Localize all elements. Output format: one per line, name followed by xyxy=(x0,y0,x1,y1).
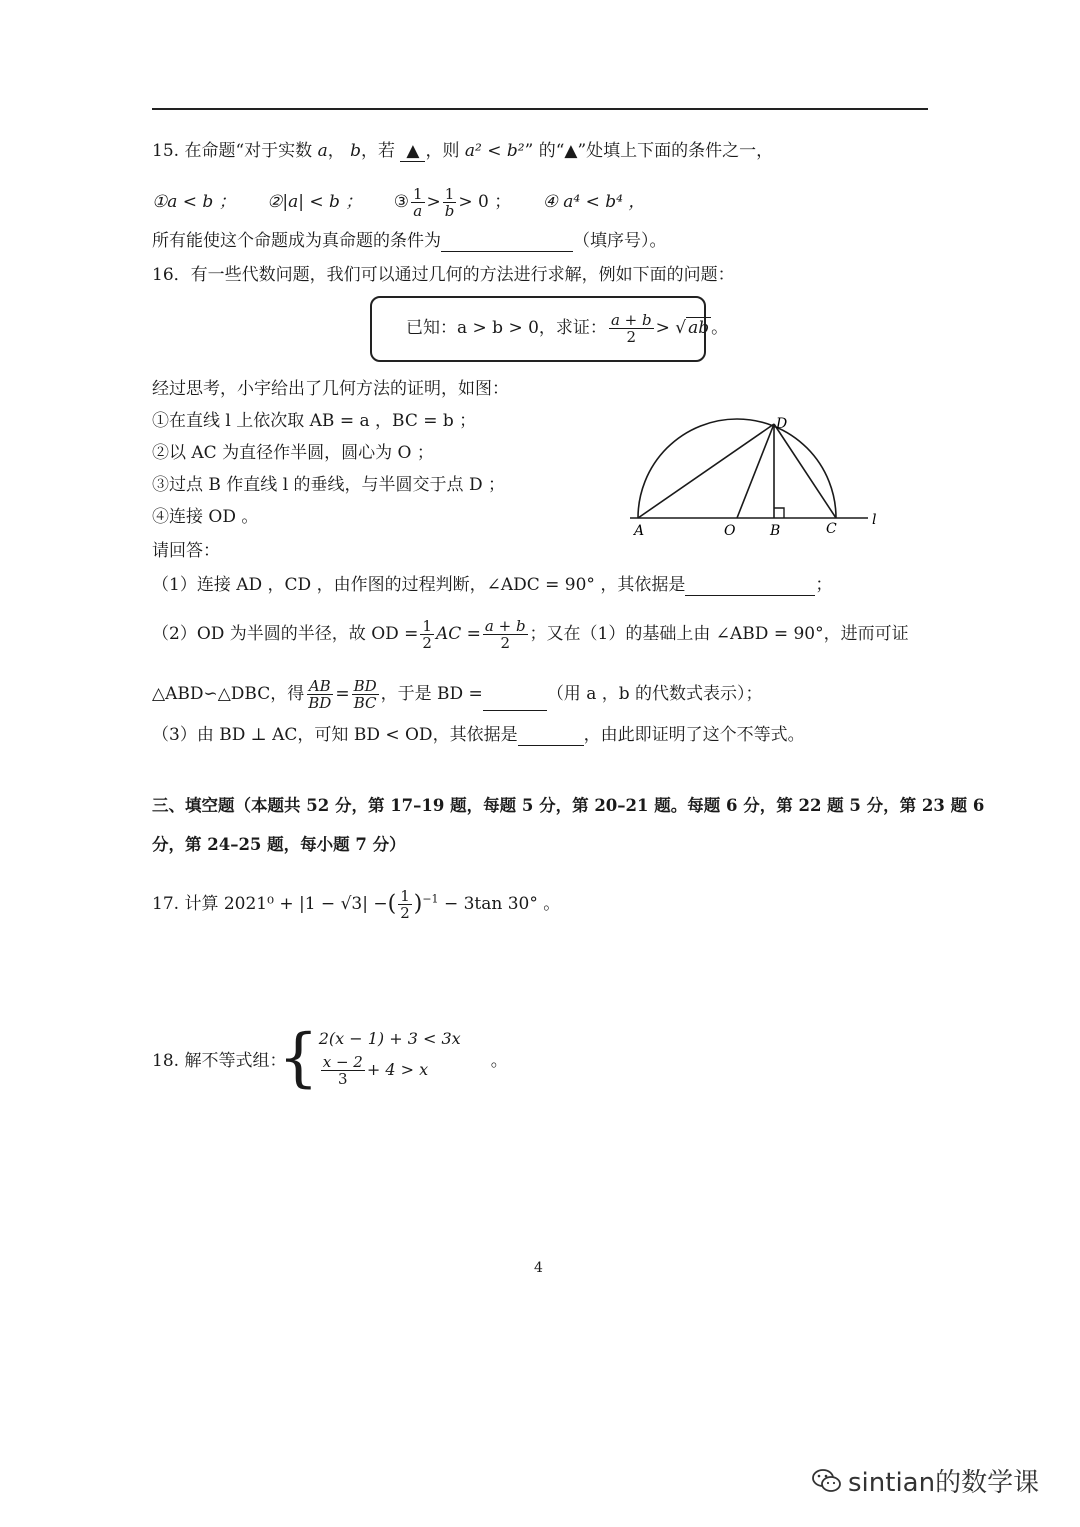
q15-blank[interactable]: ▲ xyxy=(400,141,425,162)
label-A: A xyxy=(634,523,645,539)
q16-step-2: ②以 AC 为直径作半圆，圆心为 O ； xyxy=(152,443,434,463)
q15-line3: 所有能使这个命题成为真命题的条件为 （填序号）。 xyxy=(152,231,667,251)
q16-part-1: （1）连接 AD ，CD ，由作图的过程判断，∠ADC = 90° ，其依据是 ； xyxy=(152,575,833,595)
fraction: $\frac{1}{2}$ xyxy=(422,617,432,652)
section3-heading-line1: 三、填空题（本题共 52 分，第 17–19 题，每题 5 分，第 20–21 题。每题 6 分，第 22 题 5 分，第 23 题 6 xyxy=(152,796,985,815)
q16-step-1: ①在直线 l 上依次取 AB = a ，BC = b ； xyxy=(152,411,477,431)
page-number: 4 xyxy=(534,1260,543,1276)
q16-part3-blank[interactable] xyxy=(518,727,584,746)
q16-part-3: （3）由 BD ⊥ AC，可知 BD < OD，其依据是 ，由此即证明了这个不等式。 xyxy=(152,725,805,745)
segment-AD xyxy=(638,424,774,518)
q18-equation-1: 2(x − 1) + 3 < 3x xyxy=(318,1029,461,1048)
q18-label: 18. 解不等式组： xyxy=(152,1051,287,1071)
q16-step-4: ④连接 OD 。 xyxy=(152,507,259,527)
q15-line1: 15. 在命题“对于实数 a， b，若 ▲ ，则 a² < b²” 的“▲”处填上下面的条件之一， xyxy=(152,141,774,161)
label-D: D xyxy=(776,416,788,432)
fraction: $\frac{BD}{BC}$ xyxy=(353,677,377,712)
semicircle-figure xyxy=(620,410,890,540)
fraction: $\frac{AB}{BD}$ xyxy=(308,677,332,712)
q17: 17. 计算 2021⁰ + |1 − √3| −( $\frac{1}{2}$ )$^{-1}$ − 3tan 30° 。 xyxy=(152,887,561,922)
q16-intro: 经过思考，小宇给出了几何方法的证明，如图： xyxy=(152,379,509,399)
label-B: B xyxy=(770,523,781,539)
q16-part1-blank[interactable] xyxy=(685,577,815,596)
semicircle-arc xyxy=(638,419,836,518)
q16-answer-prompt: 请回答： xyxy=(152,541,220,561)
q15-options xyxy=(152,186,645,219)
q18-system: { 2(x − 1) + 3 < 3x $\frac{x - 2}{3}$ + 4 > x 。 xyxy=(278,1021,508,1095)
segment-CD xyxy=(774,424,836,518)
fraction: $\frac{a + b}{2}$ xyxy=(610,311,652,346)
section3-heading-line2: 分，第 24–25 题，每小题 7 分） xyxy=(152,835,406,854)
q16-problem-box: 已知：a > b > 0，求证： $\frac{a + b}{2}$ > √ ab 。 xyxy=(370,296,706,362)
q15-option-3: ③ $\frac{1}{a}$ > $\frac{1}{b}$ > 0 ； xyxy=(393,185,512,220)
label-l: l xyxy=(872,512,877,528)
segment-OD xyxy=(737,424,774,518)
wechat-icon xyxy=(812,1468,842,1494)
header-rule xyxy=(152,108,928,110)
fraction: $\frac{1}{2}$ xyxy=(400,887,410,922)
label-C: C xyxy=(826,521,837,537)
right-angle-mark xyxy=(774,508,784,518)
q15-option-2: ②|a| < b ； xyxy=(267,192,363,212)
q15-answer-blank[interactable] xyxy=(441,233,573,252)
fraction: $\frac{a + b}{2}$ xyxy=(484,617,526,652)
q18-equation-2: $\frac{x - 2}{3}$ + 4 > x xyxy=(322,1053,429,1088)
q15-option-1: ①a < b ； xyxy=(152,192,236,212)
q16-part2-blank[interactable] xyxy=(483,692,547,711)
system-brace: { xyxy=(278,1021,319,1095)
fraction: $\frac{1}{a}$ xyxy=(412,185,423,220)
watermark: sintian的数学课 xyxy=(812,1462,1039,1499)
q16-step-3: ③过点 B 作直线 l 的垂线，与半圆交于点 D ； xyxy=(152,475,505,495)
q16-part-2b: △ABD∽△DBC，得 $\frac{AB}{BD}$ = $\frac{BD}{BC}$ ，于是 BD = （用 a ，b 的代数式表示）； xyxy=(152,677,763,712)
label-O: O xyxy=(724,523,736,539)
q16-part-2a: （2）OD 为半圆的半径，故 OD = $\frac{1}{2}$ AC = $\frac{a + b}{2}$ ；又在（1）的基础上由 ∠ABD = 90°，进而可证 xyxy=(152,617,909,652)
q16-line1: 16．有一些代数问题，我们可以通过几何的方法进行求解，例如下面的问题： xyxy=(152,265,735,285)
fraction: $\frac{1}{b}$ xyxy=(444,185,455,220)
fraction: $\frac{x - 2}{3}$ xyxy=(322,1053,363,1088)
q15-option-4: ④ a⁴ < b⁴ ， xyxy=(542,192,646,212)
